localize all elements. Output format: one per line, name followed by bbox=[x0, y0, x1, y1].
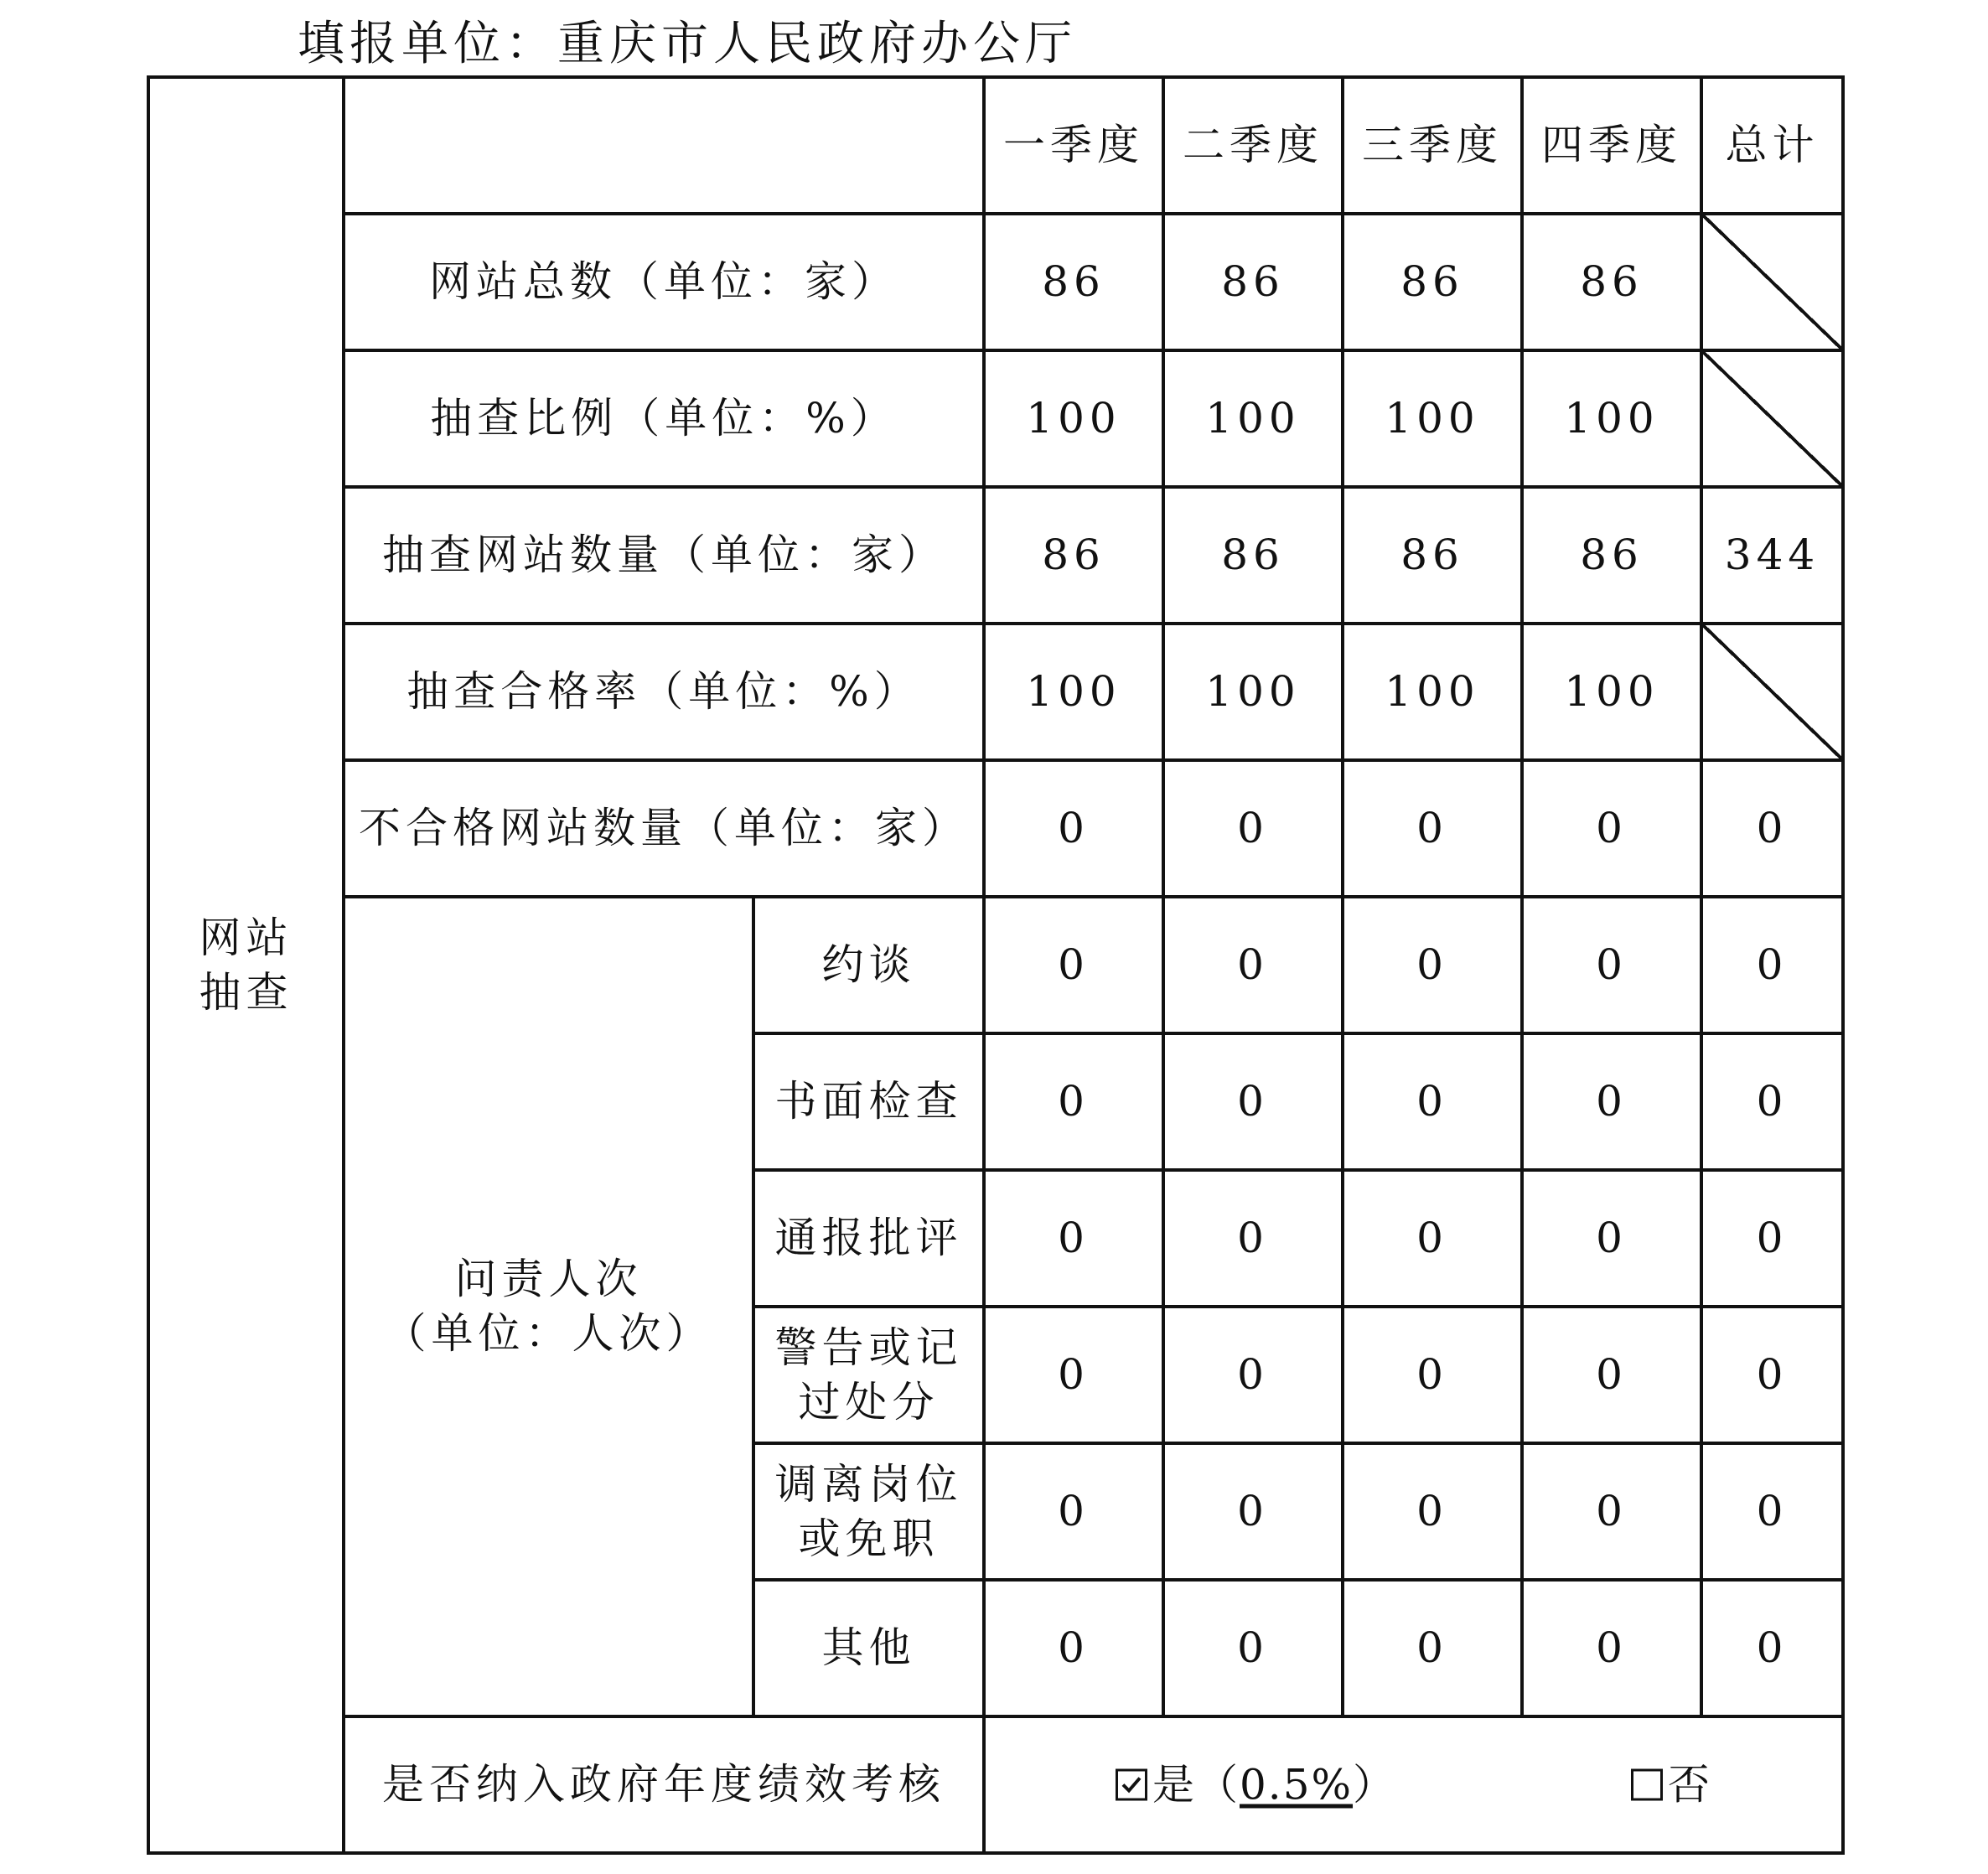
cell-q3: 0 bbox=[1343, 897, 1522, 1033]
cell-q3: 86 bbox=[1343, 487, 1522, 624]
cell-q4: 0 bbox=[1522, 1580, 1701, 1716]
cell-q4: 0 bbox=[1522, 1443, 1701, 1580]
table-row bbox=[148, 760, 1843, 897]
table-row bbox=[148, 624, 1843, 760]
cell-q2: 0 bbox=[1163, 897, 1343, 1033]
cell-q2: 0 bbox=[1163, 1170, 1343, 1307]
header-q2: 二季度 bbox=[1163, 77, 1343, 214]
cell-q4: 86 bbox=[1522, 214, 1701, 350]
cell-total: 344 bbox=[1701, 487, 1843, 624]
yes-checkbox[interactable] bbox=[1116, 1769, 1147, 1801]
cell-q2: 86 bbox=[1163, 487, 1343, 624]
cell-q3: 0 bbox=[1343, 1307, 1522, 1443]
cell-q3: 100 bbox=[1343, 624, 1522, 760]
cell-total: 0 bbox=[1701, 1033, 1843, 1170]
cell-q2: 0 bbox=[1163, 1033, 1343, 1170]
cell-q4: 100 bbox=[1522, 350, 1701, 487]
cell-total: 0 bbox=[1701, 1443, 1843, 1580]
reporting-unit: 填报单位：重庆市人民政府办公厅 bbox=[298, 17, 1077, 71]
table-row bbox=[148, 350, 1843, 487]
row-label: 抽查比例（单位：%） bbox=[344, 350, 984, 487]
cell-q3: 0 bbox=[1343, 1033, 1522, 1170]
cell-q1: 0 bbox=[984, 760, 1163, 897]
cell-q3: 100 bbox=[1343, 350, 1522, 487]
cell-q3: 0 bbox=[1343, 760, 1522, 897]
cell-q2: 0 bbox=[1163, 1580, 1343, 1716]
row-label: 抽查合格率（单位：%） bbox=[344, 624, 984, 760]
accountability-item-label bbox=[753, 1443, 984, 1580]
header-total: 总计 bbox=[1701, 77, 1843, 214]
accountability-item-label bbox=[753, 1170, 984, 1307]
assessment-no-option[interactable] bbox=[1631, 1758, 1711, 1812]
cell-total: 0 bbox=[1701, 1580, 1843, 1716]
accountability-label bbox=[344, 897, 753, 1716]
cell-q1: 0 bbox=[984, 1580, 1163, 1716]
table-row bbox=[148, 214, 1843, 350]
cell-q1: 100 bbox=[984, 624, 1163, 760]
assessment-choices bbox=[984, 1716, 1843, 1853]
cell-q4: 0 bbox=[1522, 1170, 1701, 1307]
cell-total-na-slash bbox=[1701, 214, 1843, 350]
accountability-item-label bbox=[753, 1580, 984, 1716]
cell-q4: 0 bbox=[1522, 897, 1701, 1033]
item-label-line1: 调离岗位 bbox=[774, 1459, 963, 1509]
yes-percent: 0.5% bbox=[1240, 1760, 1354, 1809]
header-q1: 一季度 bbox=[984, 77, 1163, 214]
accountability-item-label bbox=[753, 1307, 984, 1443]
cell-total-na-slash bbox=[1701, 624, 1843, 760]
cell-q4: 100 bbox=[1522, 624, 1701, 760]
accountability-item-label bbox=[753, 897, 984, 1033]
cell-q3: 0 bbox=[1343, 1443, 1522, 1580]
cell-q1: 86 bbox=[984, 214, 1163, 350]
cell-q2: 86 bbox=[1163, 214, 1343, 350]
cell-total: 0 bbox=[1701, 760, 1843, 897]
row-label: 网站总数（单位：家） bbox=[344, 214, 984, 350]
cell-q4: 86 bbox=[1522, 487, 1701, 624]
website-spot-check-table bbox=[147, 75, 1845, 1855]
section-label bbox=[148, 77, 344, 1853]
table-row bbox=[148, 487, 1843, 624]
header-row bbox=[148, 77, 1843, 214]
item-label-line1: 书面检查 bbox=[774, 1077, 963, 1126]
section-label-line2: 抽查 bbox=[199, 967, 293, 1017]
section-label-line1: 网站 bbox=[199, 913, 293, 962]
cell-q1: 0 bbox=[984, 1307, 1163, 1443]
row-label: 抽查网站数量（单位：家） bbox=[344, 487, 984, 624]
cell-total-na-slash bbox=[1701, 350, 1843, 487]
cell-q3: 86 bbox=[1343, 214, 1522, 350]
accountability-item-label bbox=[753, 1033, 984, 1170]
cell-q3: 0 bbox=[1343, 1170, 1522, 1307]
cell-q1: 100 bbox=[984, 350, 1163, 487]
cell-q4: 0 bbox=[1522, 1307, 1701, 1443]
cell-q2: 100 bbox=[1163, 624, 1343, 760]
header-blank-cell bbox=[344, 77, 984, 214]
assessment-row bbox=[148, 1716, 1843, 1853]
cell-q1: 86 bbox=[984, 487, 1163, 624]
header-q3: 三季度 bbox=[1343, 77, 1522, 214]
no-checkbox[interactable] bbox=[1631, 1769, 1663, 1801]
cell-total: 0 bbox=[1701, 1307, 1843, 1443]
cell-q1: 0 bbox=[984, 1170, 1163, 1307]
assessment-yes-option[interactable] bbox=[1116, 1758, 1396, 1812]
cell-q2: 0 bbox=[1163, 760, 1343, 897]
item-label-line2: 过处分 bbox=[798, 1377, 940, 1426]
row-label: 不合格网站数量（单位：家） bbox=[344, 760, 984, 897]
cell-q3: 0 bbox=[1343, 1580, 1522, 1716]
assessment-label: 是否纳入政府年度绩效考核 bbox=[344, 1716, 984, 1853]
table-row bbox=[148, 897, 1843, 1033]
cell-q2: 0 bbox=[1163, 1307, 1343, 1443]
cell-q1: 0 bbox=[984, 1033, 1163, 1170]
item-label-line2: 或免职 bbox=[798, 1514, 940, 1563]
item-label-line1: 警告或记 bbox=[774, 1323, 963, 1372]
yes-label-suffix: ） bbox=[1353, 1760, 1397, 1809]
cell-q4: 0 bbox=[1522, 760, 1701, 897]
checkmark-icon bbox=[1120, 1773, 1143, 1797]
item-label-line1: 其他 bbox=[821, 1623, 916, 1672]
cell-q2: 100 bbox=[1163, 350, 1343, 487]
cell-q1: 0 bbox=[984, 1443, 1163, 1580]
cell-total: 0 bbox=[1701, 897, 1843, 1033]
accountability-label-line2: （单位：人次） bbox=[384, 1309, 713, 1358]
accountability-label-line1: 问责人次 bbox=[454, 1255, 643, 1303]
cell-q2: 0 bbox=[1163, 1443, 1343, 1580]
cell-q4: 0 bbox=[1522, 1033, 1701, 1170]
yes-label-prefix: 是（ bbox=[1152, 1760, 1240, 1809]
item-label-line1: 通报批评 bbox=[774, 1214, 963, 1262]
cell-q1: 0 bbox=[984, 897, 1163, 1033]
header-q4: 四季度 bbox=[1522, 77, 1701, 214]
no-label: 否 bbox=[1668, 1760, 1711, 1809]
cell-total: 0 bbox=[1701, 1170, 1843, 1307]
item-label-line1: 约谈 bbox=[821, 940, 916, 989]
